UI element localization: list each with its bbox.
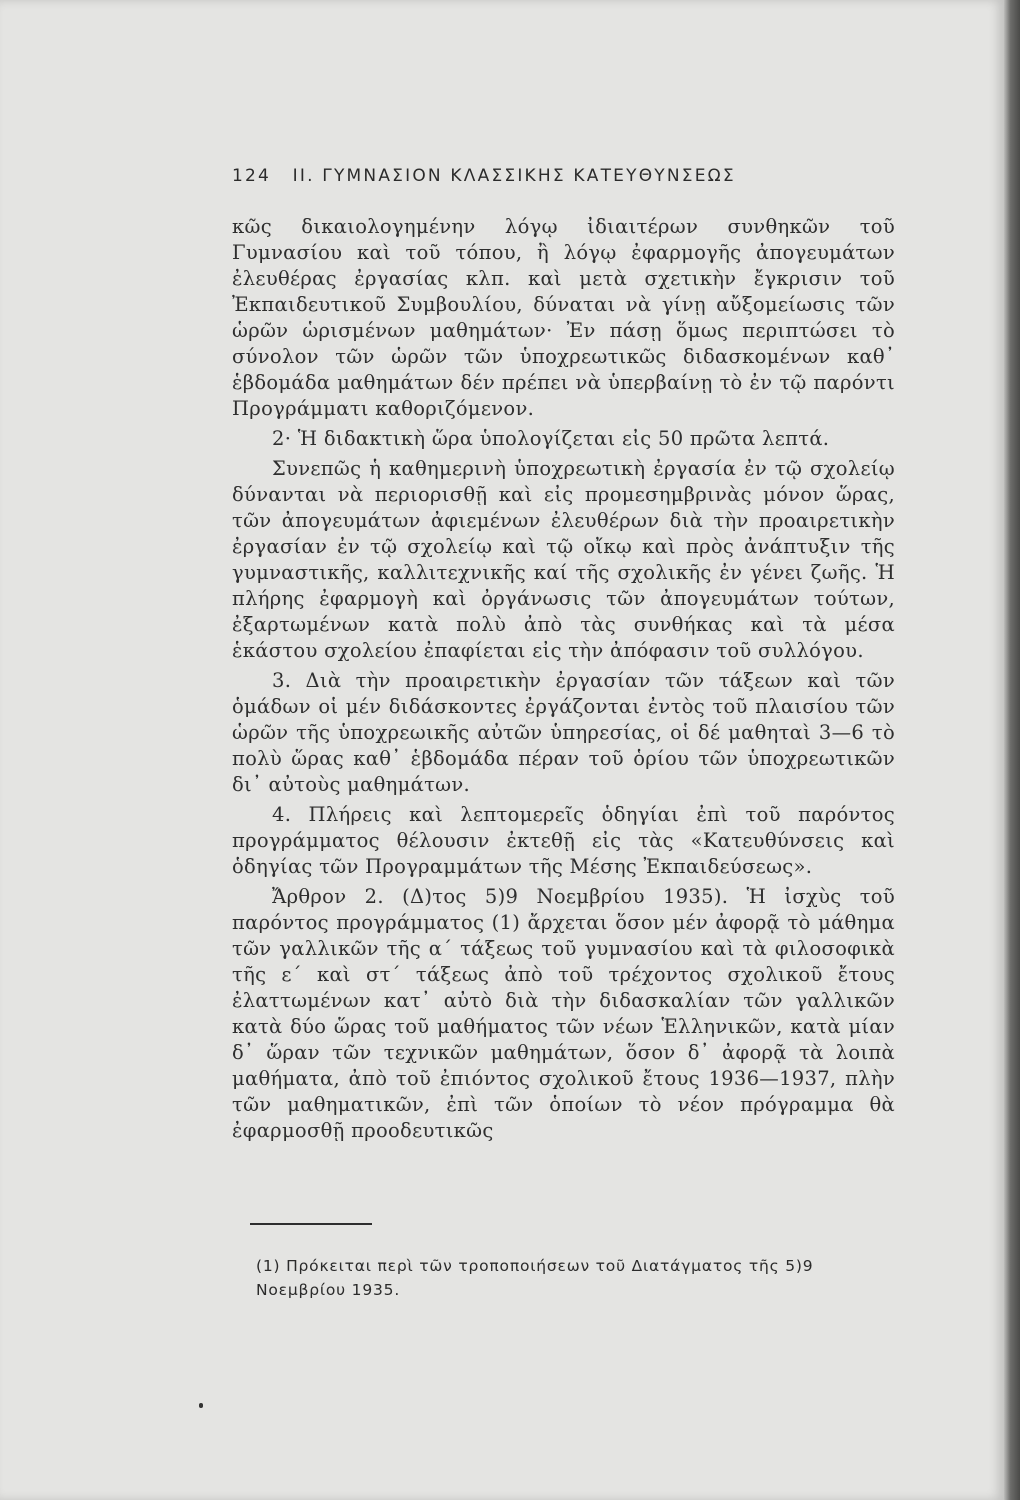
ink-speck (199, 1403, 203, 1408)
paragraph-2-cont: Συνεπῶς ἡ καθημερινὴ ὑποχρεωτικὴ ἐργασία ἐν τῷ σχολείῳ δύνανται νὰ περιορισθῇ καὶ εἰς προμεσημβρινὰς μόνον ὥρας, τῶν ἀπογευμάτων ἀφιεμένων ἐλευθέρων διὰ τὴν προαιρετικὴν ἐργασίαν ἐν τῷ σχολείῳ καὶ τῷ οἴκῳ καὶ πρὸς ἀνάπτυξιν τῆς γυμναστικῆς, καλλιτεχνικῆς καί τῆς σχολικῆς ἐν γένει ζωῆς. Ἡ πλήρης ἐφαρμογὴ καὶ ὀργάνωσις τῶν ἀπογευμάτων τούτων, ἐξαρτωμένων κατὰ πολὺ ἀπὸ τὰς συνθήκας καὶ τὰ μέσα ἑκάστου σχολείου ἐπαφίεται εἰς τὴν ἀπόφασιν τοῦ συλλόγου. (232, 457, 895, 662)
paragraph-2: 2· Ἡ διδακτικὴ ὥρα ὑπολογίζεται εἰς 50 πρῶτα λεπτά. (272, 427, 830, 450)
footnote: (1) Πρόκειται περὶ τῶν τροποποιήσεων τοῦ Διατάγματος τῆς 5)9 Νοεμβρίου 1935. (256, 1257, 814, 1299)
running-title: II. ΓΥΜΝΑΣΙΟΝ ΚΛΑΣΣΙΚΗΣ ΚΑΤΕΥΘΥΝΣΕΩΣ (292, 166, 736, 186)
paragraph-continuation: κῶς δικαιολογημένην λόγῳ ἰδιαιτέρων συνθηκῶν τοῦ Γυμνασίου καὶ τοῦ τόπου, ἢ λόγῳ ἐφαρμογῆς ἀπογευμάτων ἐλευθέρας ἐργασίας κλπ. καὶ μετὰ σχετικὴν ἔγκρισιν τοῦ Ἐκπαιδευτικοῦ Συμβουλίου, δύναται νὰ γίνῃ αὔξομείωσις τῶν ὡρῶν ὡρισμένων μαθημάτων· Ἐν πάσῃ ὅμως περιπτώσει τὸ σύνολον τῶν ὡρῶν τῶν ὑποχρεωτικῶς διδασκομένων καθ᾽ ἑβδομάδα μαθημάτων δέν πρέπει νὰ ὑπερβαίνῃ τὸ ἐν τῷ παρόντι Προγράμματι καθοριζόμενον. (232, 215, 895, 420)
paragraph-3: 3. Διὰ τὴν προαιρετικὴν ἐργασίαν τῶν τάξεων καὶ τῶν ὁμάδων οἱ μέν διδάσκοντες ἐργάζονται ἐντὸς τοῦ πλαισίου τῶν ὡρῶν τῆς ὑποχρεωικῆς αὐτῶν ὑπηρεσίας, οἱ δέ μαθηταὶ 3—6 τὸ πολὺ ὥρας καθ᾽ ἑβδομάδα πέραν τοῦ ὁρίου τῶν ὑποχρεωτικῶν δι᾽ αὐτοὺς μαθημάτων. (232, 669, 895, 796)
paragraph-4: 4. Πλήρεις καὶ λεπτομερεῖς ὁδηγίαι ἐπὶ τοῦ παρόντος προγράμματος θέλουσιν ἐκτεθῇ εἰς τὰς «Κατευθύνσεις καὶ ὁδηγίας τῶν Προγραμμάτων τῆς Μέσης Ἐκπαιδεύσεως». (232, 803, 895, 878)
footnote-rule (250, 1223, 372, 1225)
main-text (232, 214, 895, 1144)
running-header (232, 166, 832, 186)
page-number: 124 (232, 166, 272, 186)
article-2: Ἄρθρον 2. (Δ)τος 5)9 Νοεμβρίου 1935). Ἡ ἰσχὺς τοῦ παρόντος προγράμματος (1) ἄρχεται ὅσον μέν ἀφορᾷ τὸ μάθημα τῶν γαλλικῶν τῆς α΄ τάξεως τοῦ γυμνασίου καὶ τὰ φιλοσοφικὰ τῆς ε΄ καὶ στ΄ τάξεως ἀπὸ τοῦ τρέχοντος σχολικοῦ ἔτους ἐλαττωμένων κατ᾽ αὐτὸ διὰ τὴν διδασκαλίαν τῶν γαλλικῶν κατὰ δύο ὥρας τοῦ μαθήματος τῶν νέων Ἑλληνικῶν, κατὰ μίαν δ᾽ ὥραν τῶν τεχνικῶν μαθημάτων, ὅσον δ᾽ ἀφορᾷ τὰ λοιπὰ μαθήματα, ἀπὸ τοῦ ἐπιόντος σχολικοῦ ἔτους 1936—1937, πλὴν τῶν μαθηματικῶν, ἐπὶ τῶν ὁποίων τὸ νέον πρόγραμμα θὰ ἐφαρμοσθῇ προοδευτικῶς (232, 885, 895, 1142)
page-edge (1004, 0, 1020, 1500)
